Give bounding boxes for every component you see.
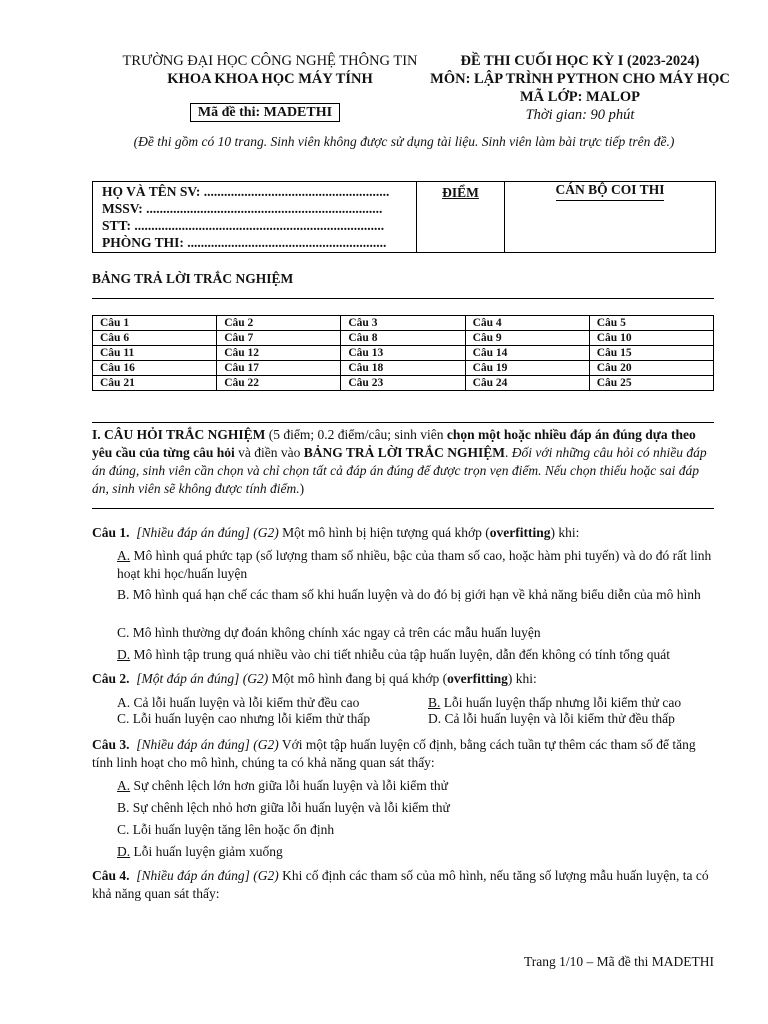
divider <box>92 508 714 509</box>
answer-cell[interactable]: Câu 10 <box>589 331 713 346</box>
exam-duration: Thời gian: 90 phút <box>525 107 635 123</box>
answer-cell[interactable]: Câu 15 <box>589 346 713 361</box>
option-letter: A. <box>117 695 131 710</box>
option-text: Mô hình quá hạn chế các tham số khi huấn luyện và do đó bị giới hạn về khả năng biểu diễn của mô hình <box>129 587 701 602</box>
q2-option-c[interactable] <box>117 710 370 728</box>
page-footer: Trang 1/10 – Mã đề thi MADETHI <box>524 954 714 969</box>
answer-row <box>93 376 714 391</box>
header-right <box>420 52 740 124</box>
answer-cell[interactable]: Câu 13 <box>341 346 465 361</box>
section-points: (5 điểm; 0.2 điểm/câu; sinh viên <box>265 427 447 442</box>
student-id-field[interactable]: MSSV: ...................................................................... <box>102 201 383 216</box>
proctor-label: CÁN BỘ COI THI <box>556 182 665 201</box>
class-code: MÃ LỚP: MALOP <box>519 89 640 105</box>
student-info-box <box>92 181 716 253</box>
answer-cell[interactable]: Câu 6 <box>93 331 217 346</box>
option-letter: D. <box>117 647 131 662</box>
option-text: Lỗi huấn luyện giảm xuống <box>130 844 283 859</box>
answer-cell[interactable]: Câu 3 <box>341 316 465 331</box>
question-number: Câu 3. <box>92 737 130 752</box>
student-info-fields <box>93 182 417 252</box>
answer-cell[interactable]: Câu 5 <box>589 316 713 331</box>
answer-cell[interactable]: Câu 17 <box>217 361 341 376</box>
option-text: Sự chênh lệch lớn hơn giữa lỗi huấn luyện và lỗi kiểm thử <box>130 778 448 793</box>
q1-option-a[interactable] <box>117 547 717 583</box>
question-number: Câu 2. <box>92 671 130 686</box>
question-tag: [Một đáp án đúng] (G2) <box>136 671 269 686</box>
question-text-end: ) khi: <box>507 671 537 686</box>
question-2 <box>92 670 716 688</box>
answer-row <box>93 331 714 346</box>
q3-option-d[interactable] <box>117 843 717 861</box>
q3-option-a[interactable] <box>117 777 717 795</box>
option-letter: B. <box>117 800 130 815</box>
question-term: overfitting <box>489 525 551 540</box>
answer-row <box>93 361 714 376</box>
option-letter: C. <box>117 711 130 726</box>
answer-cell[interactable]: Câu 20 <box>589 361 713 376</box>
question-text: Một mô hình bị hiện tượng quá khớp ( <box>278 525 490 540</box>
exam-title: ĐỀ THI CUỐI HỌC KỲ I (2023-2024) <box>460 53 700 69</box>
answer-sheet-table <box>92 315 714 391</box>
answer-cell[interactable]: Câu 21 <box>93 376 217 391</box>
answer-cell[interactable]: Câu 24 <box>465 376 589 391</box>
option-letter: C. <box>117 822 130 837</box>
answer-sheet-title: BẢNG TRẢ LỜI TRẮC NGHIỆM <box>92 271 294 286</box>
header-left <box>92 52 448 88</box>
answer-cell[interactable]: Câu 23 <box>341 376 465 391</box>
student-name-field[interactable]: HỌ VÀ TÊN SV: ....................................................... <box>102 184 390 199</box>
question-number: Câu 1. <box>92 525 130 540</box>
question-text: Một mô hình đang bị quá khớp ( <box>268 671 448 686</box>
option-text: Mô hình quá phức tạp (số lượng tham số nhiều, bậc của tham số cao, hoặc hàm phi tuyến) và do đó rất linh hoạt khi học/huấn luyện <box>117 548 712 581</box>
question-1 <box>92 524 716 542</box>
faculty-name: KHOA KHOA HỌC MÁY TÍNH <box>167 71 373 87</box>
option-letter: A. <box>117 778 131 793</box>
student-order-field[interactable]: STT: .......................................................................... <box>102 218 385 233</box>
section-heading: I. CÂU HỎI TRẮC NGHIỆM <box>92 427 266 442</box>
q1-option-d[interactable] <box>117 646 717 664</box>
option-letter: B. <box>428 695 441 710</box>
answer-row <box>93 316 714 331</box>
question-text: Khi cố định các tham số của mô hình, nếu tăng số lượng mẫu huấn luyện, ta có khả năng quan sát thấy: <box>92 868 709 901</box>
instruction-italic: Đối với những câu hỏi có nhiều đáp án đúng, sinh viên cần chọn và chỉ chọn tất cả đáp án đúng để được trọn vẹn điểm. Nếu chọn thiếu hoặc sai đáp án, sinh viên sẽ không được tính điểm. <box>92 445 707 496</box>
question-tag: [Nhiều đáp án đúng] (G2) <box>136 525 279 540</box>
answer-cell[interactable]: Câu 12 <box>217 346 341 361</box>
divider <box>92 298 714 299</box>
exam-room-field[interactable]: PHÒNG THI: ........................................................... <box>102 235 387 250</box>
option-text: Mô hình thường dự đoán không chính xác ngay cả trên các mẫu huấn luyện <box>129 625 541 640</box>
instruction-bold-1: chọn một hoặc nhiều đáp án đúng dựa theo yêu cầu của từng câu hỏi <box>92 427 696 460</box>
option-letter: A. <box>117 548 131 563</box>
question-term: overfitting <box>447 671 508 686</box>
answer-cell[interactable]: Câu 2 <box>217 316 341 331</box>
divider <box>92 422 714 423</box>
answer-cell[interactable]: Câu 14 <box>465 346 589 361</box>
answer-cell[interactable]: Câu 11 <box>93 346 217 361</box>
exam-code-box: Mã đề thi: MADETHI <box>190 103 340 122</box>
answer-cell[interactable]: Câu 16 <box>93 361 217 376</box>
answer-cell[interactable]: Câu 9 <box>465 331 589 346</box>
option-text: Sự chênh lệch nhỏ hơn giữa lỗi huấn luyện và lỗi kiểm thử <box>129 800 450 815</box>
instruction-dot: . <box>505 445 512 460</box>
question-text: Với một tập huấn luyện cố định, bằng cách tuần tự thêm các tham số để tăng tính linh hoạt cho mô hình, chúng ta có khả năng quan sát thấy: <box>92 737 696 770</box>
answer-cell[interactable]: Câu 7 <box>217 331 341 346</box>
option-letter: D. <box>428 711 442 726</box>
answer-cell[interactable]: Câu 1 <box>93 316 217 331</box>
q3-option-b[interactable] <box>117 799 717 817</box>
instruction-mid: và điền vào <box>234 445 304 460</box>
option-text: Cả lỗi huấn luyện và lỗi kiểm thử đều thấp <box>441 711 675 726</box>
instruction-bold-2: BẢNG TRẢ LỜI TRẮC NGHIỆM <box>303 445 506 460</box>
exam-note: (Đề thi gồm có 10 trang. Sinh viên không được sử dụng tài liệu. Sinh viên làm bài trực tiếp trên đề.) <box>133 134 675 149</box>
answer-cell[interactable]: Câu 19 <box>465 361 589 376</box>
question-3 <box>92 736 716 772</box>
q1-option-b[interactable] <box>117 586 717 604</box>
answer-row <box>93 346 714 361</box>
q1-option-c[interactable] <box>117 624 717 642</box>
answer-cell[interactable]: Câu 25 <box>589 376 713 391</box>
option-letter: B. <box>117 587 130 602</box>
school-name: TRƯỜNG ĐẠI HỌC CÔNG NGHỆ THÔNG TIN <box>122 53 418 69</box>
question-4 <box>92 867 716 903</box>
score-label: ĐIỂM <box>442 185 479 200</box>
answer-cell[interactable]: Câu 4 <box>465 316 589 331</box>
question-text-end: ) khi: <box>550 525 580 540</box>
answer-cell[interactable]: Câu 22 <box>217 376 341 391</box>
q2-option-d[interactable] <box>428 710 675 728</box>
option-letter: C. <box>117 625 130 640</box>
score-cell <box>417 182 505 252</box>
option-text: Cả lỗi huấn luyện và lỗi kiểm thử đều cao <box>130 695 360 710</box>
question-number: Câu 4. <box>92 868 130 883</box>
question-tag: [Nhiều đáp án đúng] (G2) <box>136 737 279 752</box>
subject-name: MÔN: LẬP TRÌNH PYTHON CHO MÁY HỌC <box>430 71 730 87</box>
option-text: Lỗi huấn luyện tăng lên hoặc ổn định <box>129 822 335 837</box>
option-letter: D. <box>117 844 131 859</box>
option-text: Mô hình tập trung quá nhiều vào chi tiết nhiễu của tập huấn luyện, dẫn đến không có tính tổng quát <box>130 647 671 662</box>
answer-cell[interactable]: Câu 18 <box>341 361 465 376</box>
option-text: Lỗi huấn luyện thấp nhưng lỗi kiểm thử cao <box>440 695 682 710</box>
q3-option-c[interactable] <box>117 821 717 839</box>
instruction-close: ) <box>299 481 305 496</box>
proctor-cell <box>505 182 715 252</box>
option-text: Lỗi huấn luyện cao nhưng lỗi kiểm thử thấp <box>129 711 371 726</box>
answer-cell[interactable]: Câu 8 <box>341 331 465 346</box>
section-instructions <box>92 426 716 498</box>
question-tag: [Nhiều đáp án đúng] (G2) <box>136 868 279 883</box>
